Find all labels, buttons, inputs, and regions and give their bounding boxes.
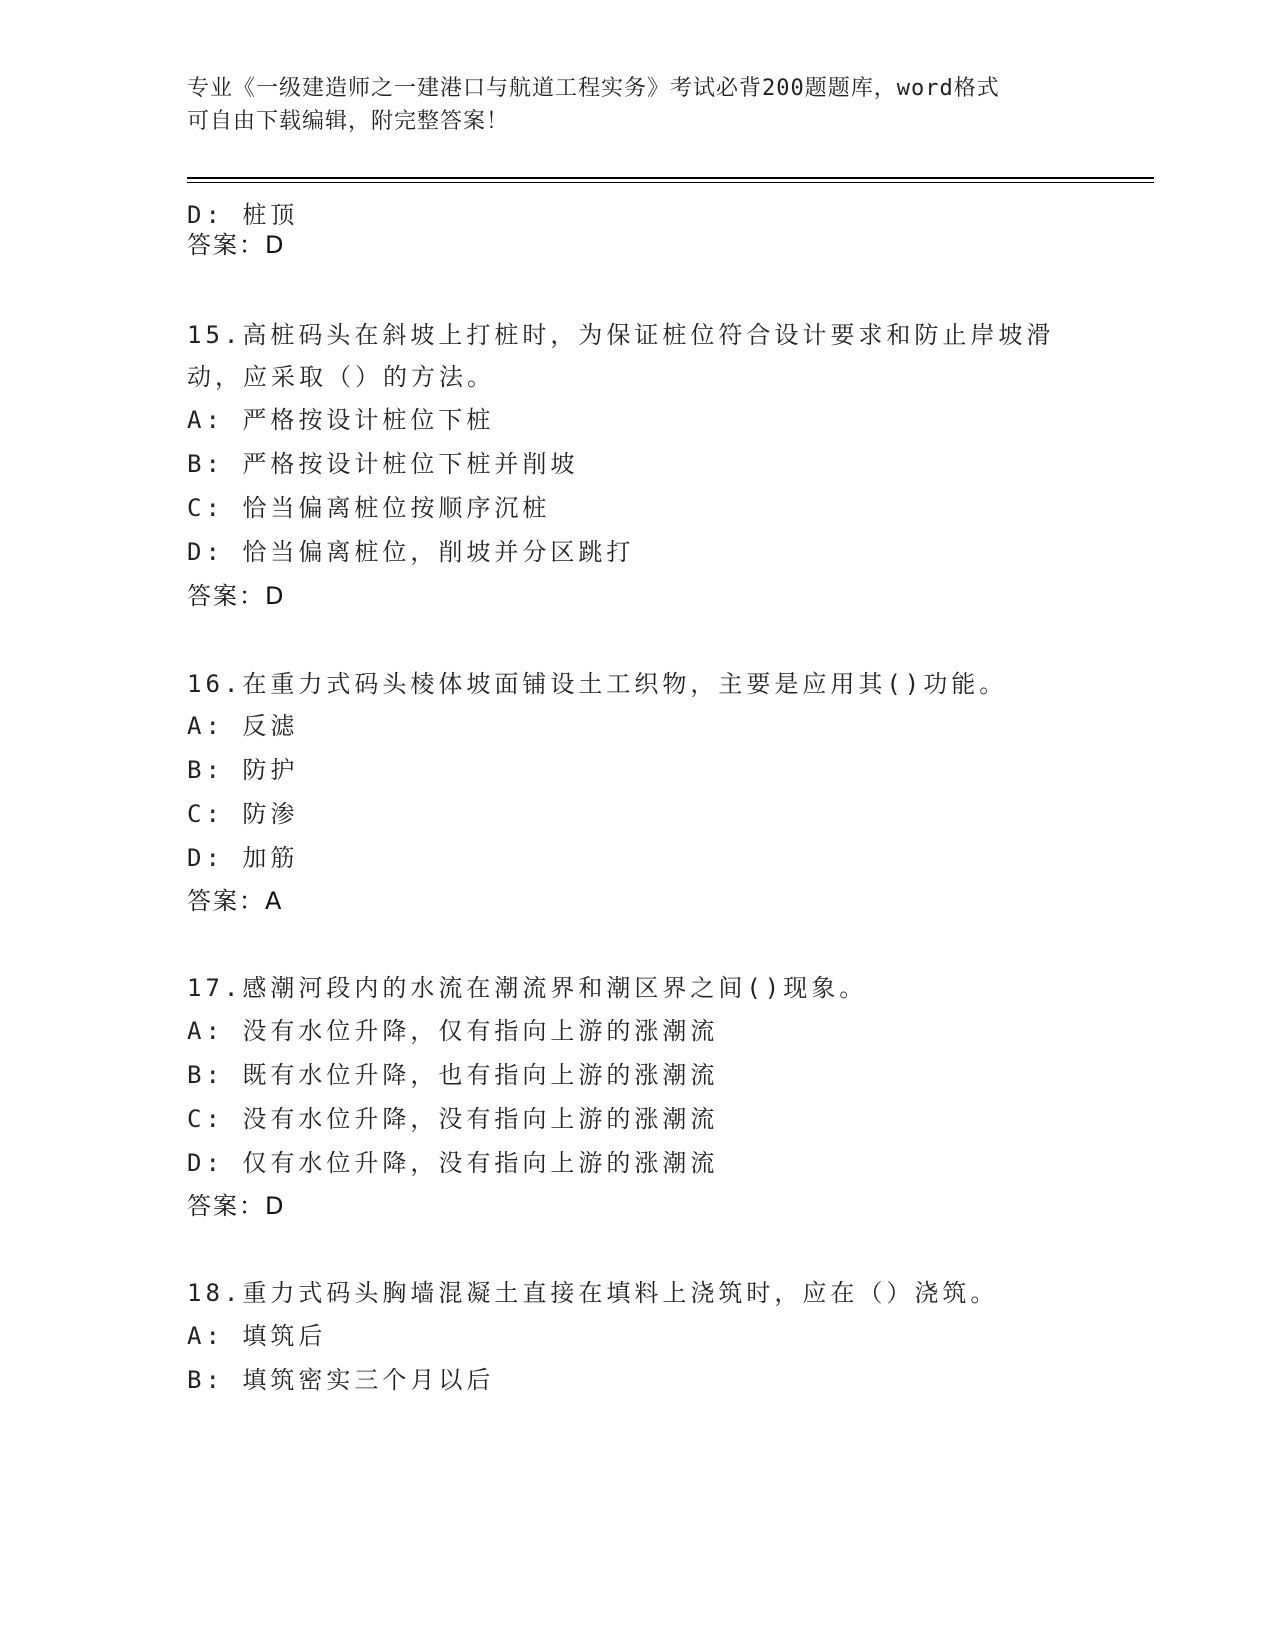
document-header xyxy=(187,72,1087,138)
option-line: C: 恰当偏离桩位按顺序沉桩 xyxy=(187,494,551,522)
question-line: 17.感潮河段内的水流在潮流界和潮区界之间()现象。 xyxy=(187,974,868,1002)
option-line: D: 恰当偏离桩位，削坡并分区跳打 xyxy=(187,538,635,566)
question-line: 16.在重力式码头棱体坡面铺设土工织物，主要是应用其()功能。 xyxy=(187,670,1008,698)
option-line: B: 填筑密实三个月以后 xyxy=(187,1366,495,1394)
option-line: A: 反滤 xyxy=(187,712,299,740)
question-line: 18.重力式码头胸墙混凝土直接在填料上浇筑时，应在（）浇筑。 xyxy=(187,1279,999,1307)
header-rule-thick xyxy=(187,177,1154,179)
option-line: A: 严格按设计桩位下桩 xyxy=(187,406,495,434)
option-line: D: 仅有水位升降，没有指向上游的涨潮流 xyxy=(187,1149,719,1177)
answer-line: 答案：D xyxy=(187,1192,286,1220)
question-line: 动，应采取（）的方法。 xyxy=(187,363,495,391)
option-line: A: 没有水位升降，仅有指向上游的涨潮流 xyxy=(187,1017,719,1045)
option-line: C: 防渗 xyxy=(187,800,299,828)
answer-line: 答案：D xyxy=(187,582,286,610)
option-line: D: 加筋 xyxy=(187,844,299,872)
answer-line: 答案：A xyxy=(187,887,284,915)
option-line: A: 填筑后 xyxy=(187,1322,327,1350)
answer-line: 答案：D xyxy=(187,231,286,259)
option-line: D: 桩顶 xyxy=(187,201,299,229)
option-line: C: 没有水位升降，没有指向上游的涨潮流 xyxy=(187,1105,719,1133)
header-line-2: 可自由下载编辑，附完整答案！ xyxy=(187,109,510,134)
option-line: B: 既有水位升降，也有指向上游的涨潮流 xyxy=(187,1061,719,1089)
header-line-1: 专业《一级建造师之一建港口与航道工程实务》考试必背200题题库，word格式 xyxy=(187,76,1000,101)
header-rule-thin xyxy=(187,182,1154,183)
option-line: B: 严格按设计桩位下桩并削坡 xyxy=(187,450,579,478)
question-line: 15.高桩码头在斜坡上打桩时，为保证桩位符合设计要求和防止岸坡滑 xyxy=(187,321,1055,349)
option-line: B: 防护 xyxy=(187,756,299,784)
